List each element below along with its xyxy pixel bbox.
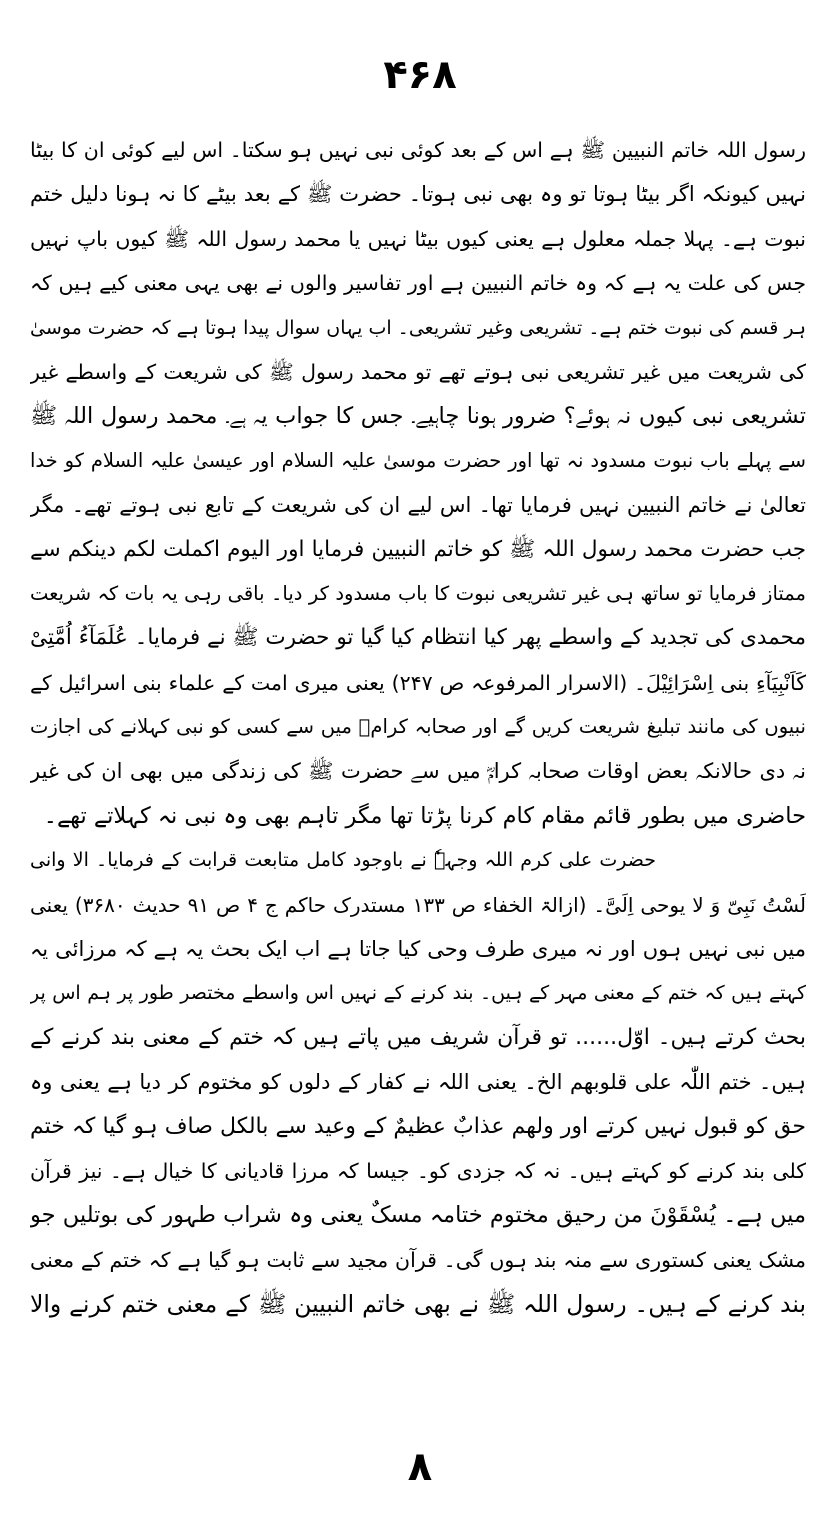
text-line: رسول اللہ خاتم النبیین ﷺ ہے اس کے بعد کوئی نبی نہیں ہو سکتا۔ اس لیے کوئی ان کا بیٹا bbox=[30, 138, 806, 162]
text-line: کی شریعت میں غیر تشریعی نبی ہوتے تھے تو محمد رسول ﷺ کی شریعت کے واسطے غیر bbox=[30, 359, 806, 384]
text-line: جب حضرت محمد رسول اللہ ﷺ کو خاتم النبیین فرمایا اور الیوم اکملت لکم دینکم سے bbox=[30, 536, 806, 562]
text-line: ہر قسم کی نبوت ختم ہے۔ تشریعی وغیر تشریعی۔ اب یہاں سوال پیدا ہوتا ہے کہ حضرت موسیٰ bbox=[30, 316, 806, 339]
page-number: ۴۶۸ bbox=[383, 52, 457, 98]
text-line: کَاَنْبِیَآءِ بنی اِسْرَائِیْلَ۔ (الاسرار المرفوعہ ص ۲۴۷) یعنی میری امت کے علماء بنی اسرائیل کے bbox=[30, 670, 806, 695]
text-line: نبیوں کی مانند تبلیغ شریعت کریں گے اور صحابہ کرامؓ میں سے کسی کو نبی کہلانے کی اجازت bbox=[30, 715, 806, 739]
text-line: مشک یعنی کستوری سے منہ بند ہوں گی۔ قرآن مجید سے ثابت ہو گیا ہے کہ ختم کے معنی bbox=[30, 1247, 806, 1272]
footer-signature-number: ۸ bbox=[407, 1444, 433, 1490]
text-line: نہیں کیونکہ اگر بیٹا ہوتا تو وہ بھی نبی ہوتا۔ حضرت ﷺ کے بعد بیٹے کا نہ ہونا دلیل ختم bbox=[30, 182, 806, 207]
text-line: لَسْتُ نَبِیّ وَ لا یوحی اِلَیَّ۔ (ازالۃ الخفاء ص ۱۳۳ مستدرک حاکم ج ۴ ص ۹۱ حدیث ۳۶۸۰) یعنی bbox=[30, 892, 806, 917]
text-line: نہ دی حالانکہ بعض اوقات صحابہ کرامؓ میں سے حضرت ﷺ کی زندگی میں بھی ان کی غیر bbox=[30, 759, 806, 784]
text-line: جس کی علت یہ ہے کہ وہ خاتم النبیین ہے اور تفاسیر والوں نے بھی یہی معنی کیے ہیں کہ bbox=[30, 271, 806, 296]
text-line: کہتے ہیں کہ ختم کے معنی مہر کے ہیں۔ بند کرنے کے نہیں اس واسطے مختصر طور پر ہم اس پر bbox=[30, 982, 806, 1005]
text-line: ممتاز فرمایا تو ساتھ ہی غیر تشریعی نبوت کا باب مسدود کر دیا۔ باقی رہی یہ بات کہ شریعت bbox=[30, 581, 806, 605]
text-line: محمدی کی تجدید کے واسطے پھر کیا انتظام کیا گیا تو حضرت ﷺ نے فرمایا۔ عُلَمَآءُ اُمَّتِیْ bbox=[30, 625, 806, 651]
text-line: بحث کرتے ہیں۔ اوّل...... تو قرآن شریف میں پاتے ہیں کہ ختم کے معنی بند کرنے کے bbox=[30, 1024, 806, 1050]
text-line: حاضری میں بطور قائم مقام کام کرنا پڑتا تھا مگر تاہم بھی وہ نبی نہ کہلاتے تھے۔ bbox=[43, 802, 806, 829]
text-line: سے پہلے باب نبوت مسدود نہ تھا اور حضرت موسیٰ علیہ السلام اور عیسیٰ علیہ السلام کو خدا bbox=[30, 448, 806, 472]
text-line: نبوت ہے۔ پہلا جملہ معلول ہے یعنی کیوں بیٹا نہیں یا محمد رسول اللہ ﷺ کیوں باپ نہیں bbox=[30, 226, 806, 251]
text-line: تشریعی نبی کیوں نہ ہوئے؟ ضرور ہونا چاہیے۔ جس کا جواب یہ ہے۔ محمد رسول اللہ ﷺ bbox=[30, 403, 806, 430]
text-line: تعالیٰ نے خاتم النبیین نہیں فرمایا تھا۔ اس لیے ان کی شریعت کے تابع نبی ہوتے تھے۔ مگر bbox=[30, 493, 806, 518]
text-line: میں ہے۔ یُسْقَوْنَ من رحیق مختوم ختامہ مسکٌ یعنی وہ شراب طہور کی بوتلیں جو bbox=[30, 1202, 806, 1229]
text-line: بند کرنے کے ہیں۔ رسول اللہ ﷺ نے بھی خاتم النبیین ﷺ کے معنی ختم کرنے والا bbox=[30, 1290, 806, 1319]
text-line: ہیں۔ ختم اللّٰہ علی قلوبھم الخ۔ یعنی اللہ نے کفار کے دلوں کو مختوم کر دیا ہے یعنی وہ bbox=[30, 1070, 806, 1095]
text-line: حق کو قبول نہیں کرتے اور ولھم عذابٌ عظیمٌ کے وعید سے بالکل صاف ہو گیا کہ ختم bbox=[30, 1113, 806, 1139]
text-line: کلی بند کرنے کو کہتے ہیں۔ نہ کہ جزدی کو۔ جیسا کہ مرزا قادیانی کا خیال ہے۔ نیز قرآن bbox=[30, 1158, 806, 1183]
text-line: میں نبی نہیں ہوں اور نہ میری طرف وحی کیا جاتا ہے اب ایک بحث یہ ہے کہ مرزائی یہ bbox=[30, 937, 806, 962]
body-text bbox=[30, 128, 806, 1327]
text-line: حضرت علی کرم اللہ وجہہٗ نے باوجود کامل متابعت قرابت کے فرمایا۔ الا وانی bbox=[30, 849, 656, 872]
